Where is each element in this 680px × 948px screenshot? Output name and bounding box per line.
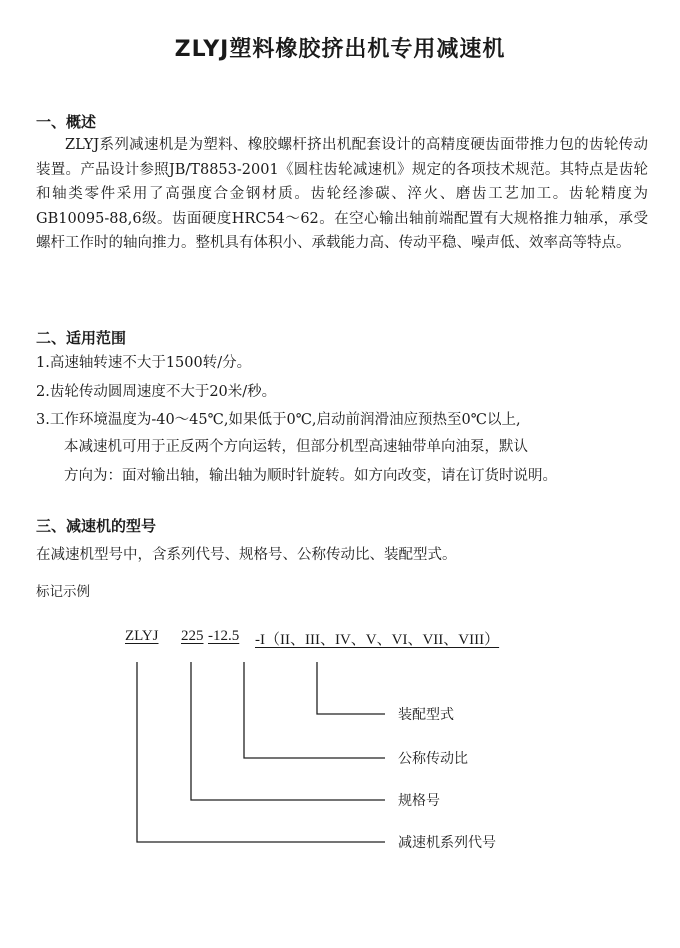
heading-model: 三、减速机的型号 [36, 517, 157, 535]
leader-assembly [317, 662, 385, 714]
model-description: 在减速机型号中，含系列代号、规格号、公称传动比、装配型式。 [36, 547, 457, 563]
legend-spec: 规格号 [398, 793, 440, 809]
overview-paragraph: ZLYJ系列减速机是为塑料、橡胶螺杆挤出机配套设计的高精度硬齿面带推力包的齿轮传动装置。产品设计参照JB/T8853-2001《圆柱齿轮减速机》规定的各项技术规范。其特点是齿轮和轴类零件采用了高强度合金钢材质。齿轮经渗碳、淬火、磨齿工艺加工。齿轮精度为GB10095-88,6级。齿面硬度HRC54～62。在空心输出轴前端配置有大规格推力轴承，承受螺杆工作时的轴向推力。整机具有体积小、承载能力高、传动平稳、噪声低、效率高等特点。 [36, 137, 648, 251]
heading-overview: 一、概述 [36, 113, 97, 131]
legend-assembly: 装配型式 [398, 707, 454, 723]
page-title: ZLYJ塑料橡胶挤出机专用减速机 [174, 37, 506, 62]
scope-note-line-2: 方向为：面对输出轴，输出轴为顺时针旋转。如方向改变，请在订货时说明。 [64, 468, 557, 484]
model-code-assembly: -I（II、III、IV、V、VI、VII、VIII） [255, 632, 500, 648]
leader-series [137, 662, 385, 842]
legend-ratio: 公称传动比 [398, 751, 468, 767]
heading-scope: 二、适用范围 [36, 329, 127, 347]
leader-spec [191, 662, 385, 800]
legend-series: 减速机系列代号 [398, 835, 496, 851]
scope-note-line-1: 本减速机可用于正反两个方向运转，但部分机型高速轴带单向油泵，默认 [64, 439, 528, 455]
scope-item-1: 1.高速轴转速不大于1500转/分。 [36, 355, 252, 371]
example-label: 标记示例 [36, 584, 90, 600]
model-code-spec: 225 [181, 628, 204, 644]
leader-ratio [244, 662, 385, 758]
model-code-ratio: -12.5 [208, 628, 240, 644]
scope-item-3: 3.工作环境温度为-40～45℃,如果低于0℃,启动前润滑油应预热至0℃以上, [36, 412, 521, 428]
model-code-series: ZLYJ [125, 628, 159, 644]
scope-item-2: 2.齿轮传动圆周速度不大于20米/秒。 [36, 384, 277, 400]
